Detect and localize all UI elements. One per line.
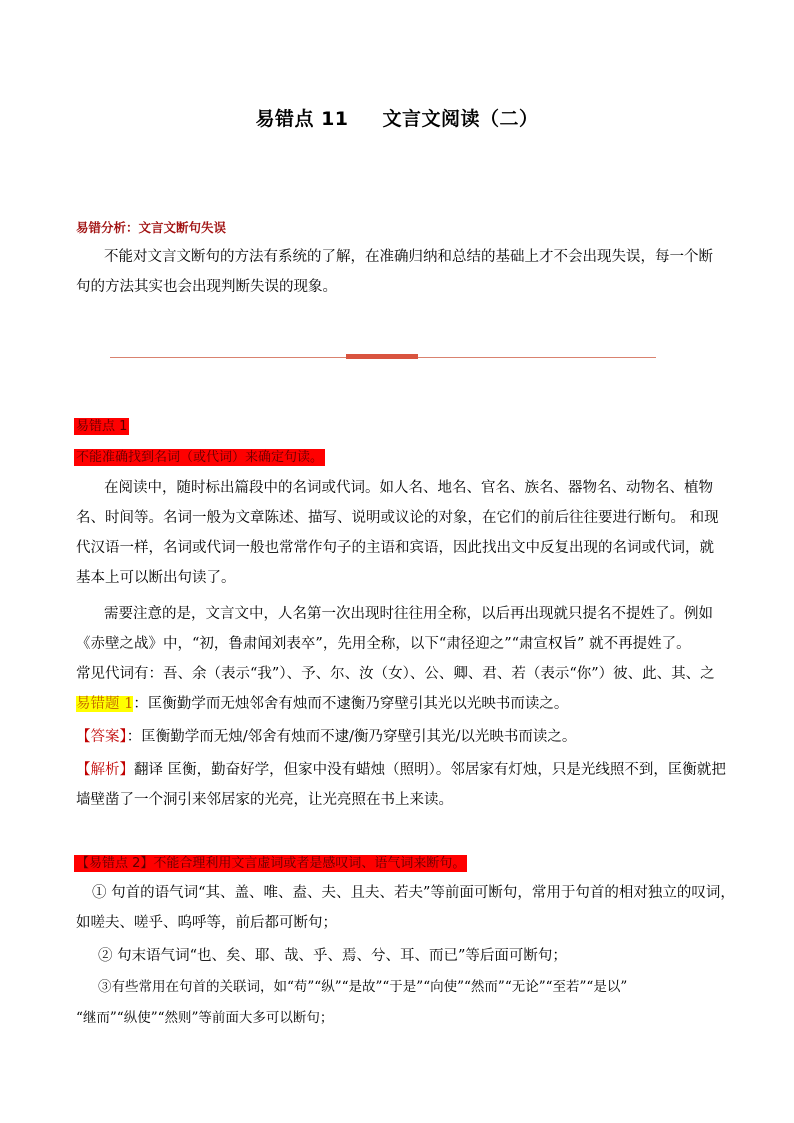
analysis-label: 【解析】 (76, 762, 134, 778)
point1-paragraph-2: 需要注意的是，文言文中，人名第一次出现时往往用全称，以后再出现就只提名不提姓了。例如《赤壁之战》中，“初，鲁肃闻刘表卒”，先用全称，以下“肃径迎之”“肃宣权旨” 就不再提姓了。 (76, 606, 713, 652)
point2-item-1: ① 句首的语气词“其、盖、唯、盍、夫、且夫、若夫”等前面可断句，常用于句首的相对独立的叹词， (92, 885, 735, 901)
point2-item-3-cont: “继而”“纵使”“然则”等前面大多可以断句； (76, 1010, 334, 1026)
answer (76, 722, 736, 752)
point1-paragraph-1: 在阅读中，随时标出篇段中的名词或代词。如人名、地名、官名、族名、器物名、动物名、植物名、时间等。名词一般为文章陈述、描写、说明或议论的对象，在它们的前后往往要进行断句。 和现代汉语一样，名词或代词一般也常常作句子的主语和宾语，因此找出文中反复出现的名词或代词，就基本上可以断出句读了。 (76, 480, 719, 586)
point1-tag: 易错点 1 (76, 419, 128, 434)
divider-accent (346, 354, 418, 359)
analysis-answer-text: 翻译 匡衡，勤奋好学，但家中没有蜡烛（照明）。邻居家有灯烛，只是光线照不到，匡衡就把墙壁凿了一个洞引来邻居家的光亮，让光亮照在书上来读。 (76, 762, 726, 808)
analysis-heading: 易错分析：文言文断句失误 (76, 220, 227, 235)
question-text: ：匡衡勤学而无烛邻舍有烛而不逮衡乃穿壁引其光以光映书而读之。 (133, 696, 569, 712)
point2-item-1-cont: 如嗟夫、嗟乎、呜呼等，前后都可断句； (76, 915, 337, 931)
title-part2: 文言文阅读（二） (382, 108, 539, 130)
analysis-text: 不能对文言文断句的方法有系统的了解，在准确归纳和总结的基础上才不会出现失误，每一个断句的方法其实也会出现判断失误的现象。 (76, 249, 713, 295)
point1-subtitle: 不能准确找到名词（或代词）来确定句读。 (76, 450, 324, 465)
analysis-answer (76, 755, 726, 815)
point2-tag: 【易错点 2】不能合理利用文言虚词或者是感叹词、语气词来断句。 (76, 856, 466, 871)
point2-item-2: ② 句末语气词“也、矣、耶、哉、乎、焉、兮、耳、而已”等后面可断句； (98, 948, 567, 964)
answer-text: ：匡衡勤学而无烛/邻舍有烛而不逮/衡乃穿壁引其光/以光映书而读之。 (126, 729, 577, 745)
answer-label: 【答案】 (76, 729, 127, 745)
question-label: 易错题 1 (76, 696, 134, 712)
title-part1: 易错点 11 (255, 108, 349, 130)
common-pronouns: 常见代词有：吾、余（表示“我”）、予、尔、汝（女）、公、卿、君、若（表示“你”）彼、此、其、之 (76, 666, 715, 682)
question-1 (76, 689, 736, 719)
point2-item-3: ③有些常用在句首的关联词，如“苟”“纵”“是故”“于是”“向使”“然而”“无论”“至若”“是以” (98, 979, 628, 995)
page-title (0, 104, 794, 131)
